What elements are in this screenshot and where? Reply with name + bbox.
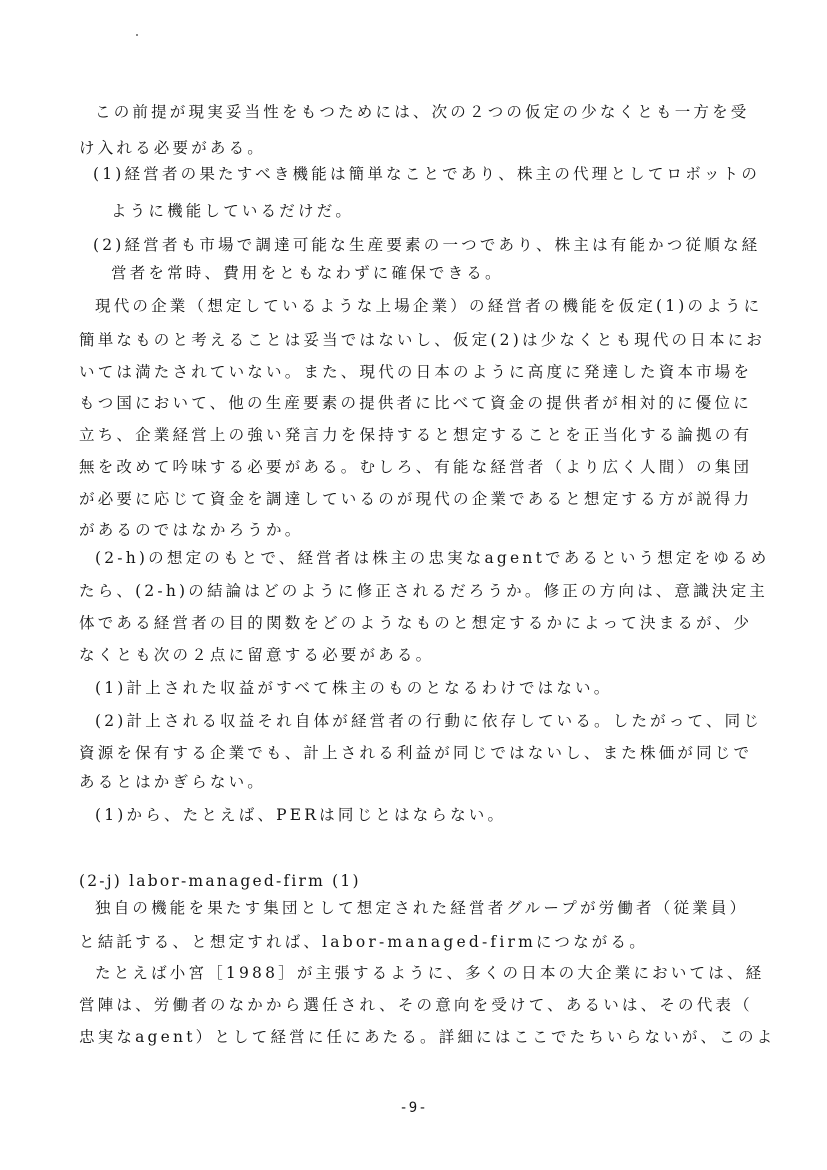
page-number: -9- <box>399 1100 428 1116</box>
text-line: があるのではなかろうか。 <box>79 521 304 539</box>
paragraph-start: たとえば小宮［1988］が主張するように、多くの日本の大企業においては、経 <box>95 964 765 982</box>
text-line: 簡単なものと考えることは妥当ではないし、仮定(2)は少なくとも現代の日本にお <box>79 331 766 349</box>
text-line: 忠実なagent）として経営に任にあたる。詳細にはここでたちいらないが、このよ <box>79 1028 776 1046</box>
text-line: と結託する、と想定すれば、labor-managed-firmにつながる。 <box>79 933 648 951</box>
text-line: 体である経営者の目的関数をどのようなものと想定するかによって決まるが、少 <box>79 614 753 632</box>
text-line: ように機能しているだけだ。 <box>111 202 355 220</box>
paragraph-start: 現代の企業（想定しているような上場企業）の経営者の機能を仮定(1)のように <box>95 297 763 315</box>
text-line: この前提が現実妥当性をもつためには、次の２つの仮定の少なくとも一方を受 <box>95 103 750 121</box>
list-item-1: (1)経営者の果たすべき機能は簡単なことであり、株主の代理としてロボットの <box>93 165 761 183</box>
text-line: (1)から、たとえば、PERは同じとはならない。 <box>95 806 507 824</box>
paragraph-start: (2-h)の想定のもとで、経営者は株主の忠実なagentであるという想定をゆるめ <box>95 549 770 567</box>
list-item-2: (2)経営者も市場で調達可能な生産要素の一つであり、株主は有能かつ従順な経 <box>93 236 761 254</box>
text-line: が必要に応じて資金を調達しているのが現代の企業であると想定する方が説得力 <box>79 490 753 508</box>
text-line: いては満たされていない。また、現代の日本のように高度に発達した資本市場を <box>79 363 753 381</box>
text-line: たら、(2-h)の結論はどのように修正されるだろうか。修正の方向は、意識決定主 <box>79 582 768 600</box>
text-line: なくとも次の２点に留意する必要がある。 <box>79 646 435 664</box>
text-line: 資源を保有する企業でも、計上される利益が同じではないし、また株価が同じで <box>79 744 753 762</box>
text-line: 営者を常時、費用をともなわずに確保できる。 <box>111 264 504 282</box>
text-line: あるとはかぎらない。 <box>79 773 267 791</box>
list-item-1: (1)計上された収益がすべて株主のものとなるわけではない。 <box>95 679 613 697</box>
text-line: 無を改めて吟味する必要がある。むしろ、有能な経営者（より広く人間）の集団 <box>79 458 753 476</box>
paragraph-start: 独自の機能を果たす集団として想定された経営者グループが労働者（従業員） <box>95 899 749 917</box>
list-item-2: (2)計上される収益それ自体が経営者の行動に依存している。したがって、同じ <box>95 712 763 730</box>
text-line: 営陣は、労働者のなかから選任され、その意向を受けて、あるいは、その代表（ <box>79 996 753 1014</box>
scan-speck <box>136 34 138 36</box>
text-line: け入れる必要がある。 <box>79 139 267 157</box>
section-heading: (2-j) labor-managed-firm (1) <box>79 872 361 890</box>
text-line: もつ国において、他の生産要素の提供者に比べて資金の提供者が相対的に優位に <box>79 394 752 412</box>
text-line: 立ち、企業経営上の強い発言力を保持すると想定することを正当化する論拠の有 <box>79 426 753 444</box>
